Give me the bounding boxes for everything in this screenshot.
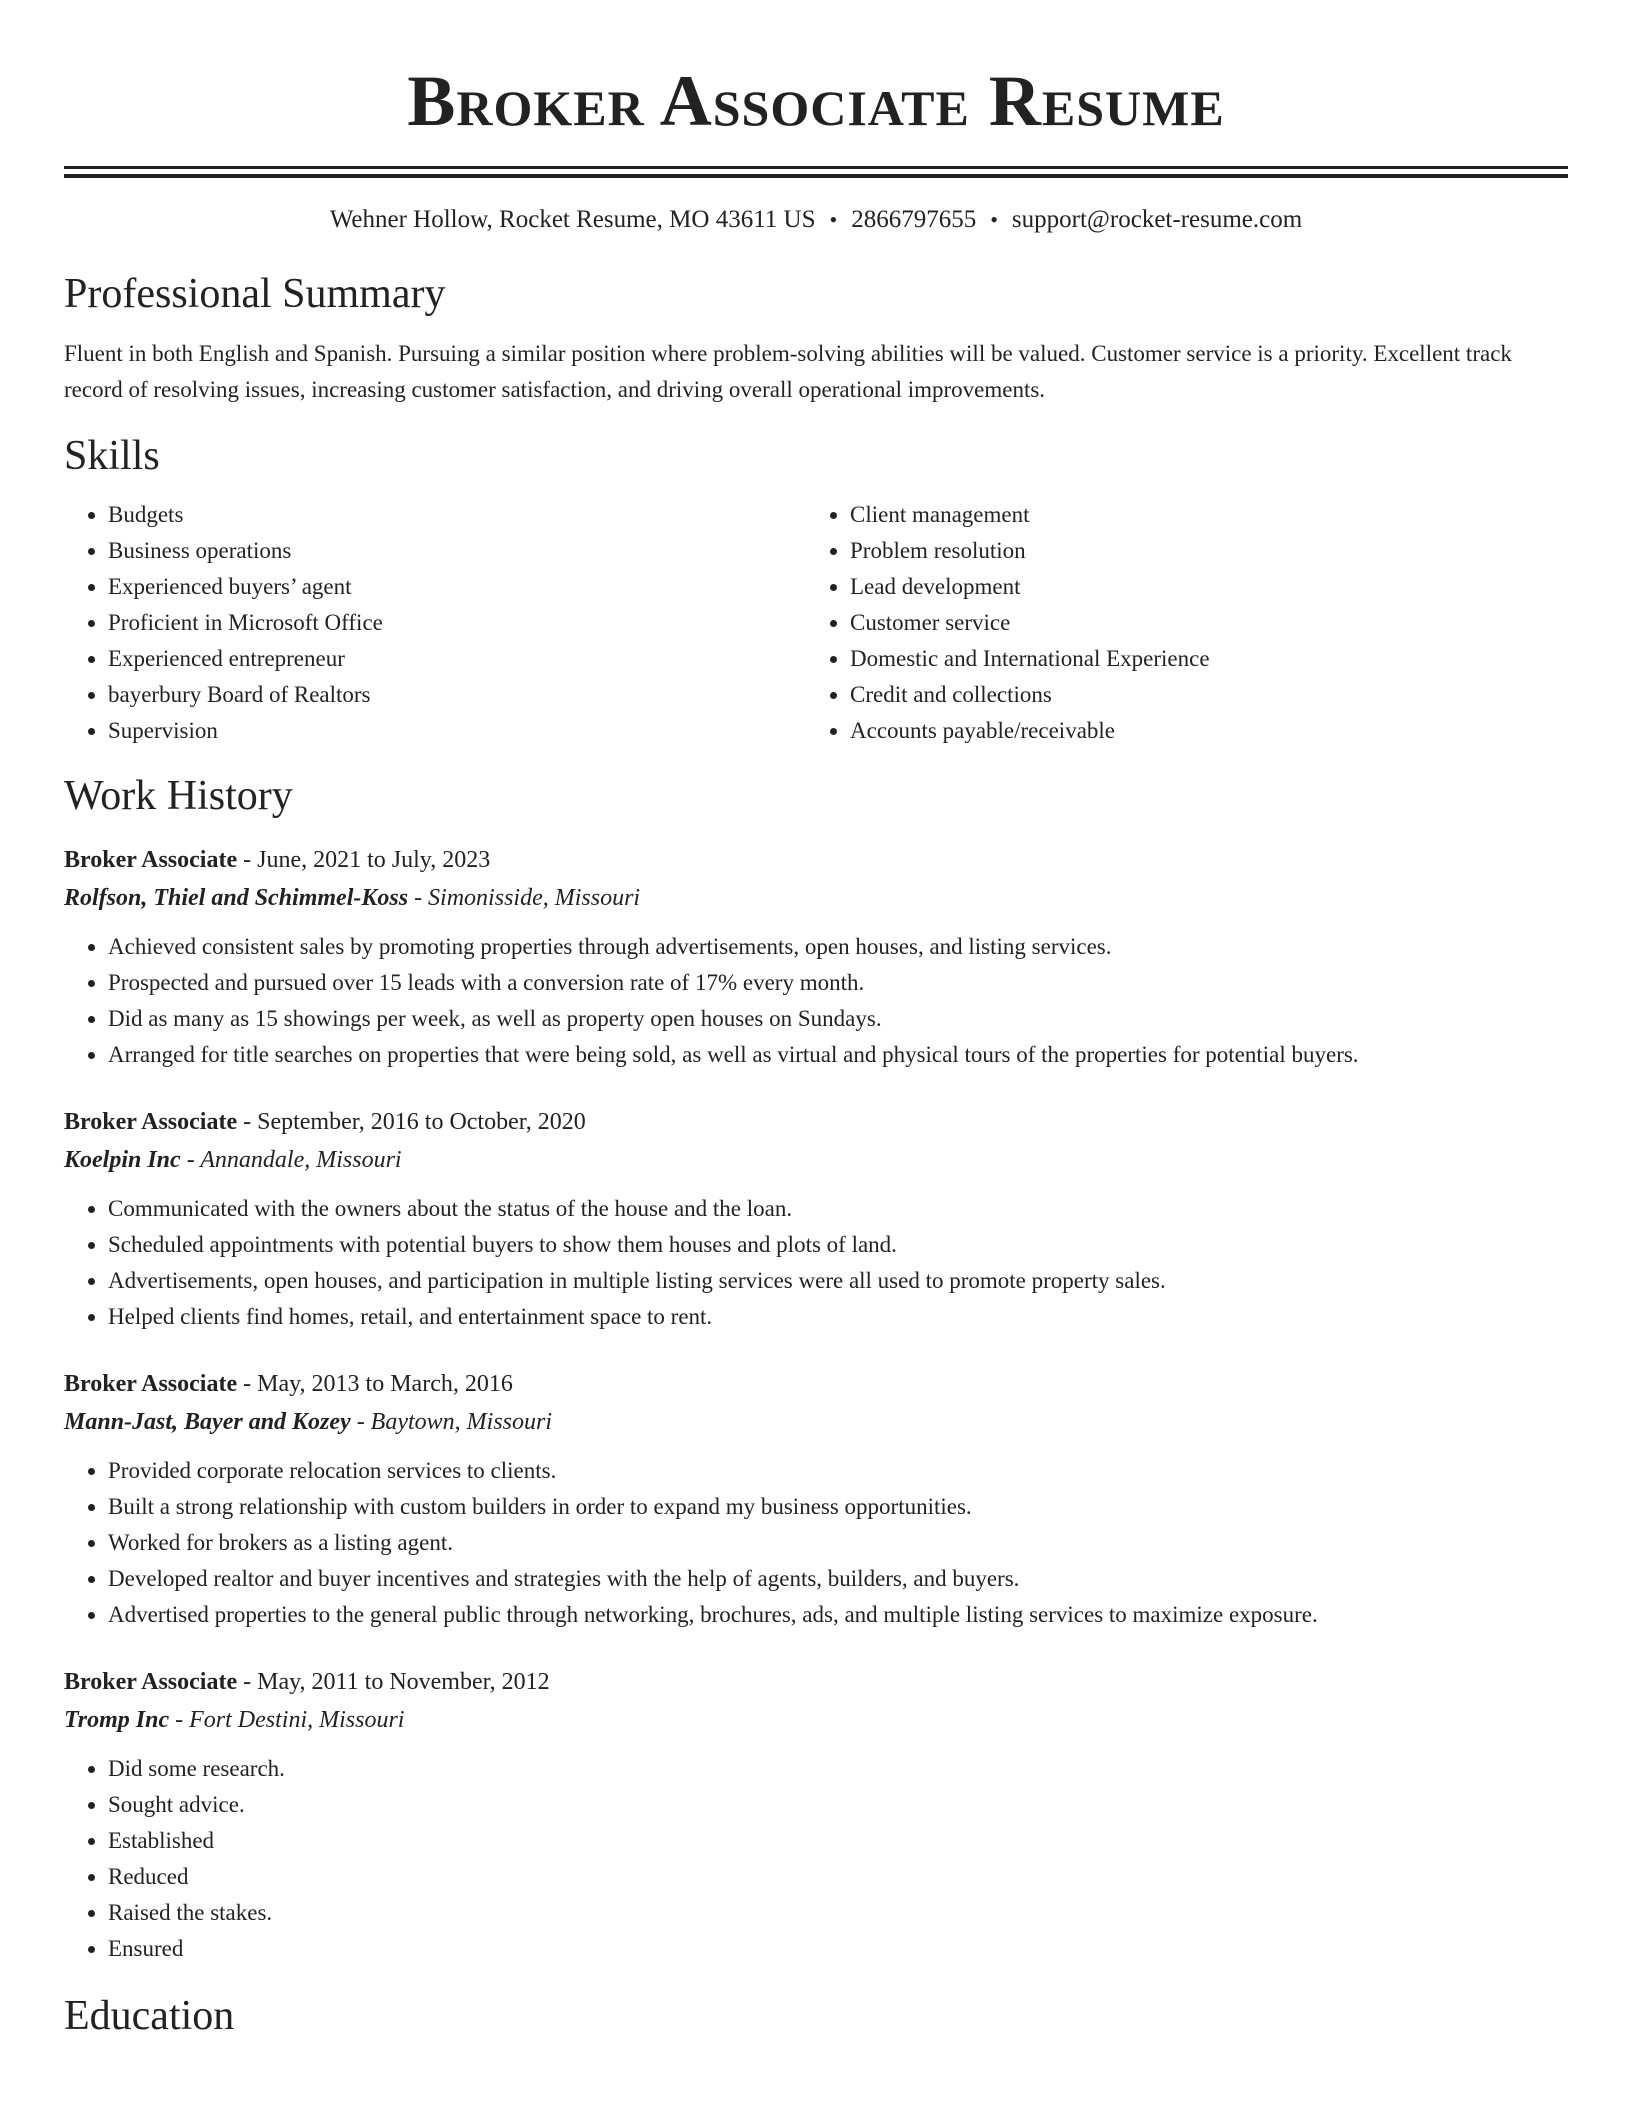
skill-item: • bayerbury Board of Realtors xyxy=(108,677,806,713)
job-location: - Baytown, Missouri xyxy=(350,1409,553,1435)
job-entry xyxy=(64,841,1568,1073)
contact-line xyxy=(64,204,1568,236)
contact-phone: 2866797655 xyxy=(851,206,977,233)
job-bullets xyxy=(64,1453,1568,1633)
job-title: Broker Associate xyxy=(64,1669,238,1695)
job-entry xyxy=(64,1365,1568,1633)
skills-heading: Skills xyxy=(64,433,160,479)
job-bullet: • Advertised properties to the general public through networking, brochures, ads, and multiple listing services to maximize exposure. xyxy=(108,1597,1568,1633)
education-heading: Education xyxy=(64,1993,235,2039)
job-company-line xyxy=(64,1701,1568,1739)
job-bullets xyxy=(64,1191,1568,1335)
job-company-line xyxy=(64,1141,1568,1179)
job-bullet: • Ensured xyxy=(108,1931,1568,1967)
job-bullet: • Reduced xyxy=(108,1859,1568,1895)
job-dates: - September, 2016 to October, 2020 xyxy=(237,1109,586,1135)
skill-item: • Proficient in Microsoft Office xyxy=(108,605,806,641)
job-bullet: • Prospected and pursued over 15 leads with a conversion rate of 17% every month. xyxy=(108,965,1568,1001)
job-location: - Annandale, Missouri xyxy=(180,1147,402,1173)
resume-page xyxy=(64,0,1568,2041)
job-bullet: • Developed realtor and buyer incentives and strategies with the help of agents, builders, and buyers. xyxy=(108,1561,1568,1597)
job-bullet: • Built a strong relationship with custom builders in order to expand my business opportunities. xyxy=(108,1489,1568,1525)
job-title: Broker Associate xyxy=(64,847,238,873)
job-dates: - May, 2013 to March, 2016 xyxy=(237,1371,513,1397)
job-bullet: • Achieved consistent sales by promoting properties through advertisements, open houses, and listing services. xyxy=(108,929,1568,965)
job-bullet: • Worked for brokers as a listing agent. xyxy=(108,1525,1568,1561)
job-title-line xyxy=(64,1365,1568,1403)
job-bullet: • Scheduled appointments with potential buyers to show them houses and plots of land. xyxy=(108,1227,1568,1263)
job-bullet: • Did as many as 15 showings per week, as well as property open houses on Sundays. xyxy=(108,1001,1568,1037)
job-company: Tromp Inc xyxy=(64,1707,170,1733)
job-title-line xyxy=(64,1663,1568,1701)
job-bullets xyxy=(64,1751,1568,1967)
skill-item: • Business operations xyxy=(108,533,806,569)
job-bullet: • Arranged for title searches on properties that were being sold, as well as virtual and physical tours of the properties for potential buyers. xyxy=(108,1037,1568,1073)
title-divider-thin xyxy=(64,174,1568,178)
job-bullets xyxy=(64,929,1568,1073)
job-title: Broker Associate xyxy=(64,1371,238,1397)
contact-address: Wehner Hollow, Rocket Resume, MO 43611 US xyxy=(329,206,816,233)
skills-column-left xyxy=(64,497,806,749)
job-title-line xyxy=(64,841,1568,879)
title-divider-thick xyxy=(64,166,1568,169)
skill-item: • Domestic and International Experience xyxy=(850,641,1548,677)
skill-item: • Problem resolution xyxy=(850,533,1548,569)
job-bullet: • Advertisements, open houses, and participation in multiple listing services were all used to promote property sales. xyxy=(108,1263,1568,1299)
work-history-heading: Work History xyxy=(64,773,293,819)
skill-item: • Experienced buyers’ agent xyxy=(108,569,806,605)
job-bullet: • Raised the stakes. xyxy=(108,1895,1568,1931)
skill-item: • Supervision xyxy=(108,713,806,749)
job-entry xyxy=(64,1103,1568,1335)
job-dates: - May, 2011 to November, 2012 xyxy=(237,1669,550,1695)
skill-item: • Customer service xyxy=(850,605,1548,641)
summary-heading: Professional Summary xyxy=(64,271,446,317)
skill-item: • Client management xyxy=(850,497,1548,533)
job-company: Rolfson, Thiel and Schimmel-Koss xyxy=(64,885,409,911)
job-location: - Simonisside, Missouri xyxy=(408,885,641,911)
job-location: - Fort Destini, Missouri xyxy=(169,1707,405,1733)
summary-text: Fluent in both English and Spanish. Pursuing a similar position where problem-solving abilities will be valued. Customer service is a priority. Excellent track record of resolving issues, increasing customer satisfaction, and driving overall operational improvements. xyxy=(64,341,1512,402)
contact-email: support@rocket-resume.com xyxy=(1011,206,1303,233)
resume-title: Broker Associate Resume xyxy=(407,61,1225,141)
skills-list xyxy=(64,497,1568,749)
job-company: Koelpin Inc xyxy=(64,1147,181,1173)
job-bullet: • Provided corporate relocation services to clients. xyxy=(108,1453,1568,1489)
contact-separator: • xyxy=(829,207,838,232)
job-dates: - June, 2021 to July, 2023 xyxy=(237,847,491,873)
job-bullet: • Sought advice. xyxy=(108,1787,1568,1823)
skill-item: • Budgets xyxy=(108,497,806,533)
contact-separator: • xyxy=(990,207,998,232)
job-title: Broker Associate xyxy=(64,1109,238,1135)
job-company-line xyxy=(64,879,1568,917)
job-bullet: • Helped clients find homes, retail, and entertainment space to rent. xyxy=(108,1299,1568,1335)
job-bullet: • Established xyxy=(108,1823,1568,1859)
skill-item: • Lead development xyxy=(850,569,1548,605)
job-title-line xyxy=(64,1103,1568,1141)
job-company: Mann-Jast, Bayer and Kozey xyxy=(64,1409,351,1435)
skills-column-right xyxy=(806,497,1548,749)
skill-item: • Credit and collections xyxy=(850,677,1548,713)
job-bullet: • Did some research. xyxy=(108,1751,1568,1787)
skill-item: • Experienced entrepreneur xyxy=(108,641,806,677)
skill-item: • Accounts payable/receivable xyxy=(850,713,1548,749)
job-company-line xyxy=(64,1403,1568,1441)
job-entry xyxy=(64,1663,1568,1967)
job-bullet: • Communicated with the owners about the status of the house and the loan. xyxy=(108,1191,1568,1227)
